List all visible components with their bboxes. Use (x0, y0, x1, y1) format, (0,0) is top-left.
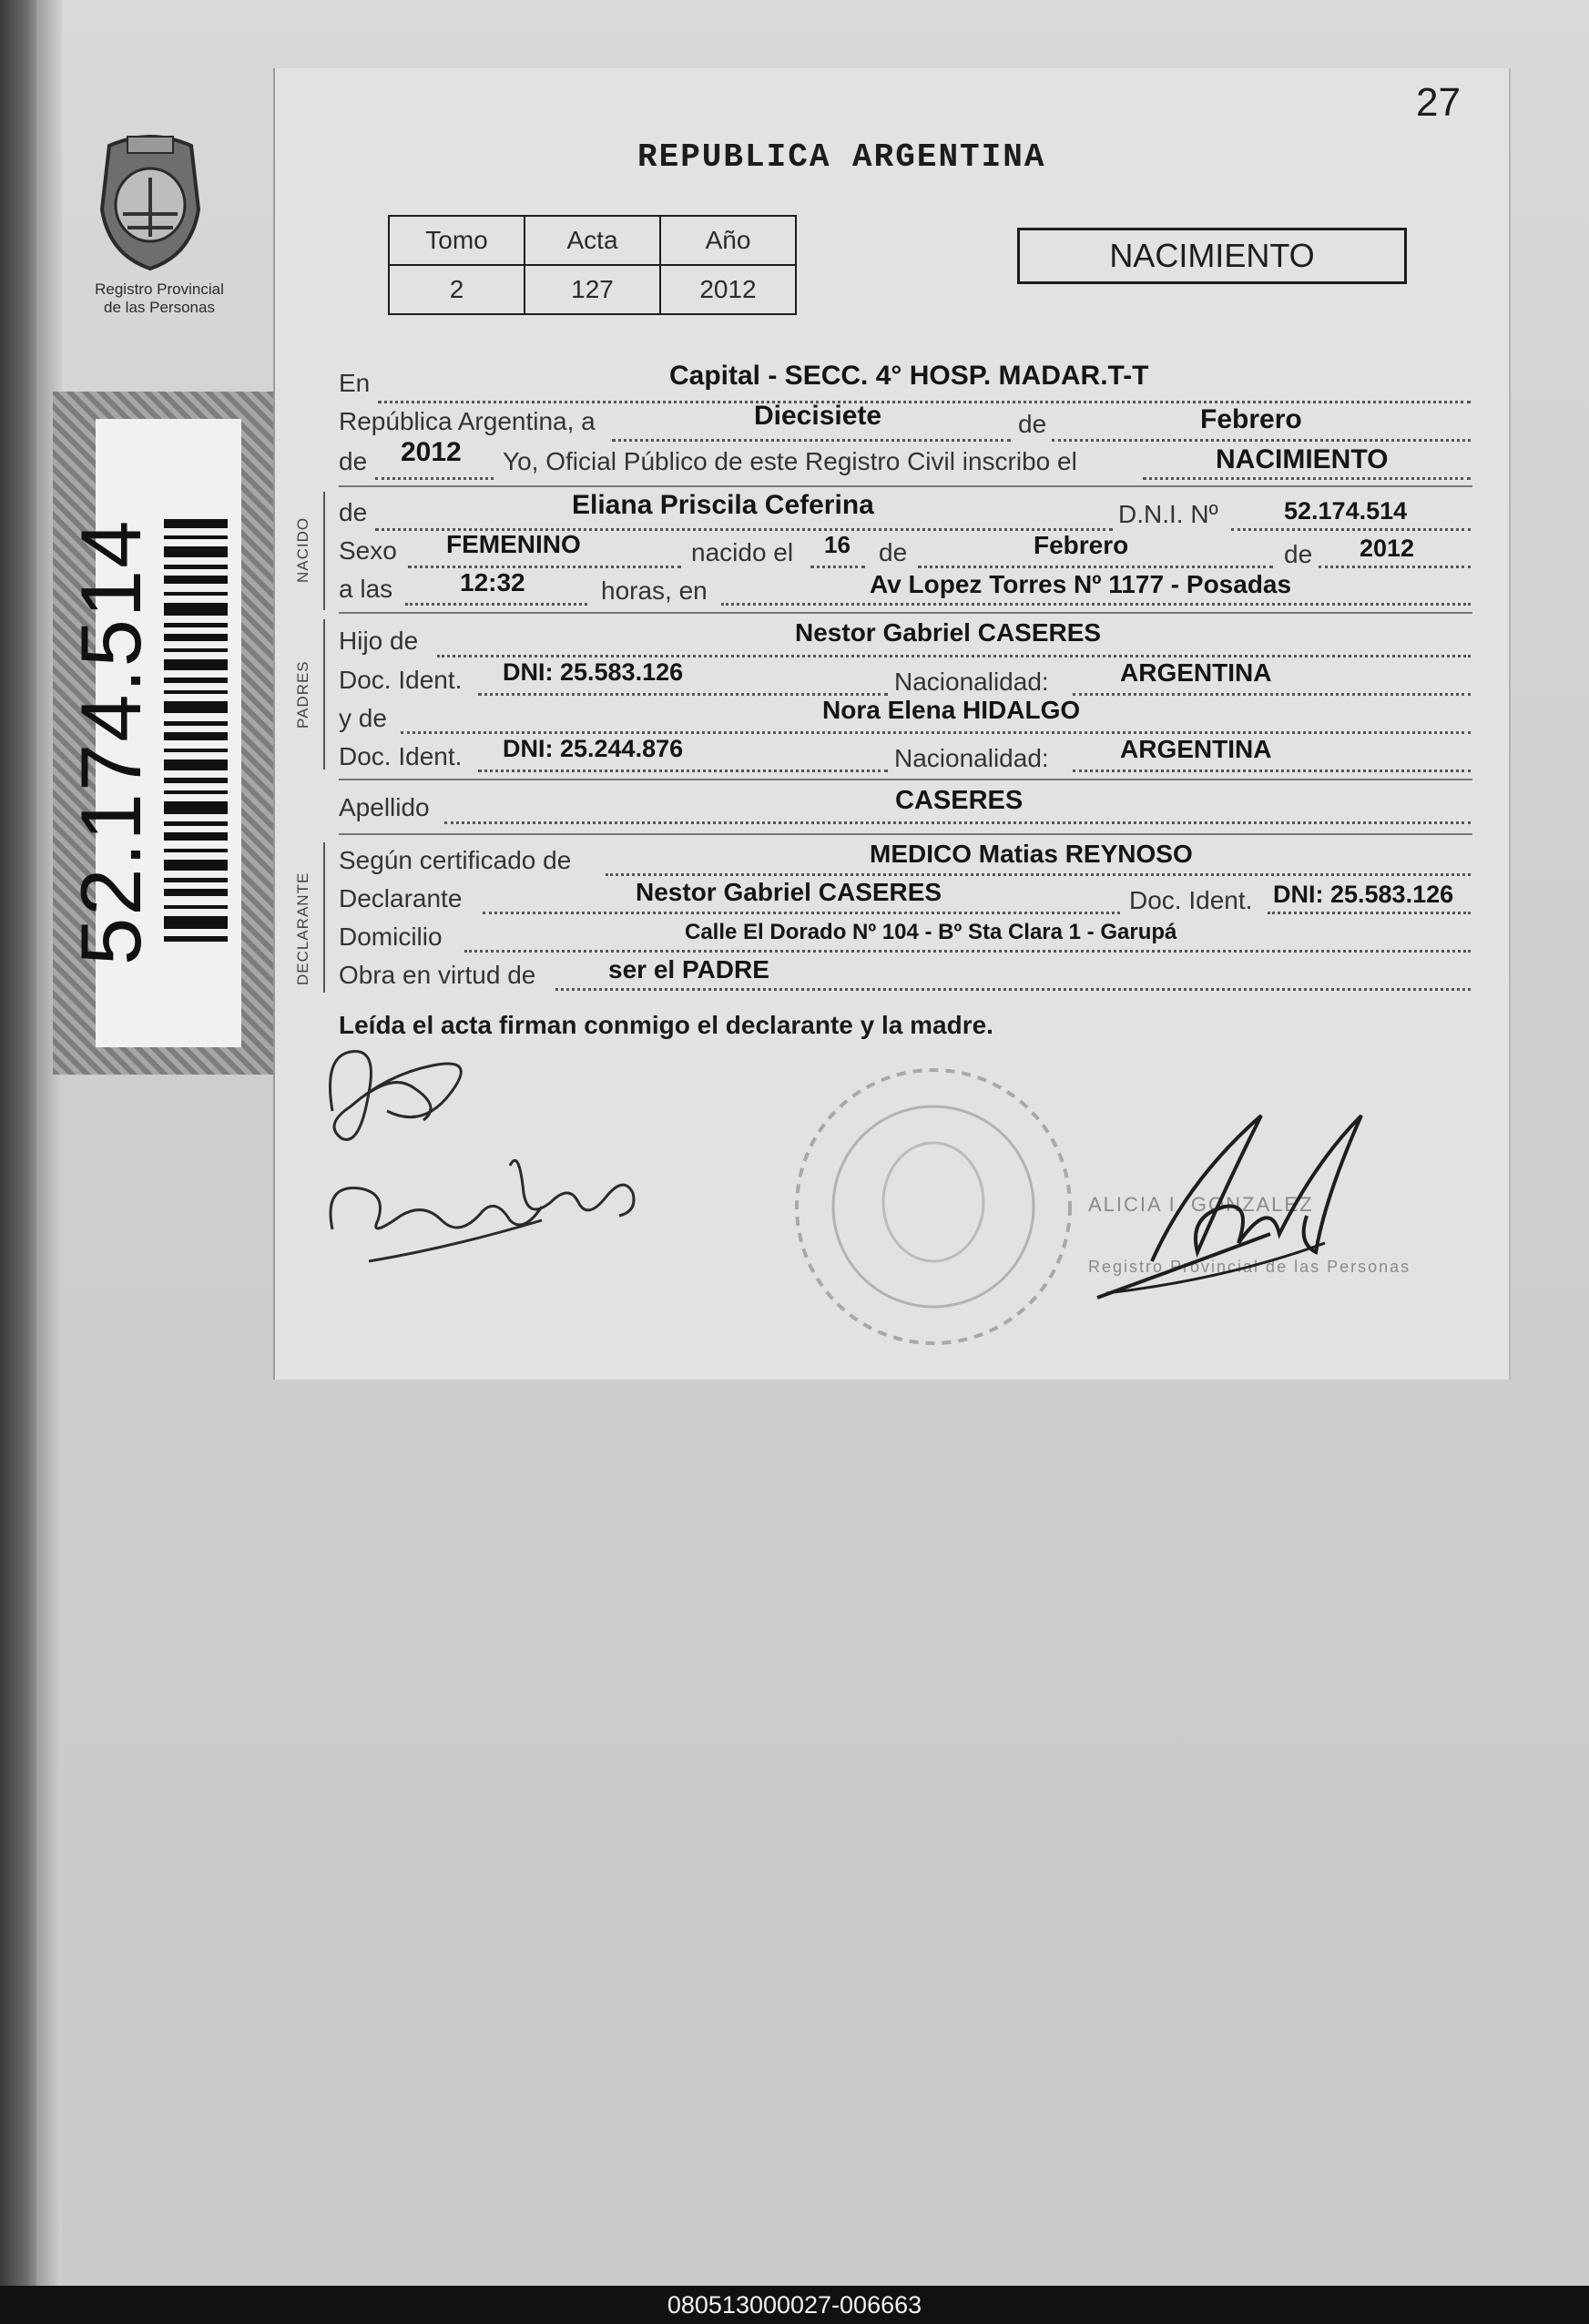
dotted-line (378, 401, 1471, 403)
label-de-mes: de (1018, 410, 1047, 438)
registry-value-tomo: 2 (389, 265, 525, 314)
label-a-las: a las (339, 575, 393, 603)
value-dia-nacimiento: 16 (824, 531, 851, 558)
label-horas-en: horas, en (601, 576, 708, 605)
dotted-line (612, 439, 1011, 442)
value-padre-nacionalidad: ARGENTINA (1120, 658, 1272, 687)
barcode-number: 52.174.514 (63, 518, 158, 965)
document-title: REPUBLICA ARGENTINA (637, 138, 1046, 176)
value-declarante-doc: DNI: 25.583.126 (1273, 881, 1454, 908)
registry-header-row (389, 216, 796, 265)
dotted-line (1231, 528, 1471, 531)
section-divider (339, 779, 1472, 780)
dotted-line (1073, 693, 1471, 696)
dotted-line (1052, 439, 1471, 442)
value-declarante: Nestor Gabriel CASERES (636, 878, 942, 906)
dotted-line (483, 912, 1120, 914)
dotted-line (437, 655, 1471, 657)
dotted-line (408, 566, 681, 568)
value-nombre: Eliana Priscila Ceferina (572, 490, 874, 520)
seal-caption-line2: de las Personas (104, 299, 215, 316)
dotted-line (464, 950, 1471, 953)
section-bar-declarante (323, 842, 325, 993)
label-y-de: y de (339, 704, 387, 732)
label-apellido: Apellido (339, 793, 430, 821)
section-divider (339, 485, 1472, 487)
label-domicilio: Domicilio (339, 922, 443, 951)
dotted-line (1073, 770, 1471, 772)
label-doc-ident2: Doc. Ident. (339, 742, 463, 770)
section-divider (339, 612, 1472, 614)
official-stamp-name: ALICIA I. GONZALEZ (1088, 1193, 1314, 1216)
dotted-line (375, 477, 494, 480)
registry-header-acta: Acta (525, 216, 660, 265)
label-declarante: Declarante (339, 884, 463, 912)
value-mes-inscripcion: Febrero (1200, 404, 1302, 434)
value-madre-nacionalidad: ARGENTINA (1120, 735, 1272, 763)
label-doc-ident: Doc. Ident. (339, 666, 463, 694)
act-type-box: NACIMIENTO (1017, 228, 1407, 284)
value-lugar-nacimiento: Av Lopez Torres Nº 1177 - Posadas (870, 570, 1292, 598)
page-number: 27 (1416, 80, 1461, 125)
label-yo-oficial: Yo, Oficial Público de este Registro Civil inscribo el (503, 447, 1077, 475)
dotted-line (721, 603, 1471, 606)
value-acto: NACIMIENTO (1216, 444, 1389, 474)
scan-id: 080513000027-006663 (667, 2291, 922, 2319)
label-en: En (339, 369, 371, 397)
label-obra-en-virtud: Obra en virtud de (339, 961, 536, 989)
value-madre-doc: DNI: 25.244.876 (503, 735, 684, 762)
value-lugar: Capital - SECC. 4° HOSP. MADAR.T-T (669, 361, 1149, 391)
label-segun-certificado: Según certificado de (339, 846, 572, 874)
label-de-dia: de (879, 538, 908, 566)
label-de-nombre: de (339, 498, 368, 526)
section-divider (339, 833, 1472, 835)
label-hijo-de: Hijo de (339, 627, 419, 655)
value-certificado: MEDICO Matias REYNOSO (870, 840, 1193, 868)
value-domicilio: Calle El Dorado Nº 104 - Bº Sta Clara 1 - Garupá (685, 920, 1177, 944)
dotted-line (810, 566, 865, 568)
province-seal-icon (91, 127, 209, 273)
dotted-line (918, 566, 1273, 568)
registry-header-anio: Año (660, 216, 796, 265)
section-label-padres: PADRES (294, 660, 311, 729)
value-hora: 12:32 (460, 568, 525, 596)
label-sexo: Sexo (339, 536, 397, 565)
dotted-line (1319, 566, 1471, 568)
value-anio-inscripcion: 2012 (401, 437, 462, 467)
dotted-line (401, 731, 1471, 734)
section-bar-padres (323, 619, 325, 770)
closing-statement: Leída el acta firman conmigo el declarante y la madre. (339, 1011, 993, 1039)
dotted-line (405, 603, 587, 606)
dotted-line (606, 873, 1471, 876)
seal-caption (73, 280, 246, 317)
registry-value-anio: 2012 (660, 265, 796, 314)
section-label-nacido: NACIDO (294, 516, 311, 583)
label-de-anio2: de (1284, 540, 1313, 568)
section-bar-nacido (323, 492, 325, 610)
registry-table (388, 215, 797, 315)
dotted-line (478, 770, 888, 772)
official-signature-icon (1088, 1106, 1398, 1307)
dotted-line (555, 988, 1471, 991)
label-doc-ident3: Doc. Ident. (1129, 886, 1253, 914)
registry-value-row (389, 265, 796, 314)
dotted-line (1143, 477, 1471, 480)
dotted-line (1268, 912, 1471, 914)
section-label-declarante: DECLARANTE (294, 872, 311, 985)
barcode-icon (164, 519, 228, 947)
page-binding-shadow (36, 0, 62, 2286)
official-seal-icon (783, 1056, 1084, 1357)
value-anio-nacimiento: 2012 (1360, 535, 1415, 562)
value-virtud: ser el PADRE (608, 955, 769, 984)
value-apellido: CASERES (895, 786, 1024, 815)
value-dia-inscripcion: Diecisiete (754, 401, 882, 431)
value-mes-nacimiento: Febrero (1034, 531, 1129, 559)
value-padre-doc: DNI: 25.583.126 (503, 658, 684, 686)
registry-value-acta: 127 (525, 265, 660, 314)
label-nacionalidad: Nacionalidad: (894, 668, 1049, 696)
label-nacionalidad2: Nacionalidad: (894, 744, 1049, 772)
label-de-anio: de (339, 447, 368, 475)
label-nacido-el: nacido el (691, 538, 794, 566)
value-madre: Nora Elena HIDALGO (822, 696, 1081, 724)
label-dni: D.N.I. Nº (1118, 500, 1218, 528)
dotted-line (444, 821, 1471, 824)
official-stamp-registry: Registro Provincial de las Personas (1088, 1258, 1411, 1276)
value-padre: Nestor Gabriel CASERES (795, 618, 1102, 647)
registry-header-tomo: Tomo (389, 216, 525, 265)
value-dni: 52.174.514 (1284, 497, 1408, 525)
label-republica: República Argentina, a (339, 407, 596, 435)
value-sexo: FEMENINO (446, 530, 581, 558)
seal-caption-line1: Registro Provincial (95, 280, 224, 298)
declarant-signature-icon (314, 1038, 660, 1275)
